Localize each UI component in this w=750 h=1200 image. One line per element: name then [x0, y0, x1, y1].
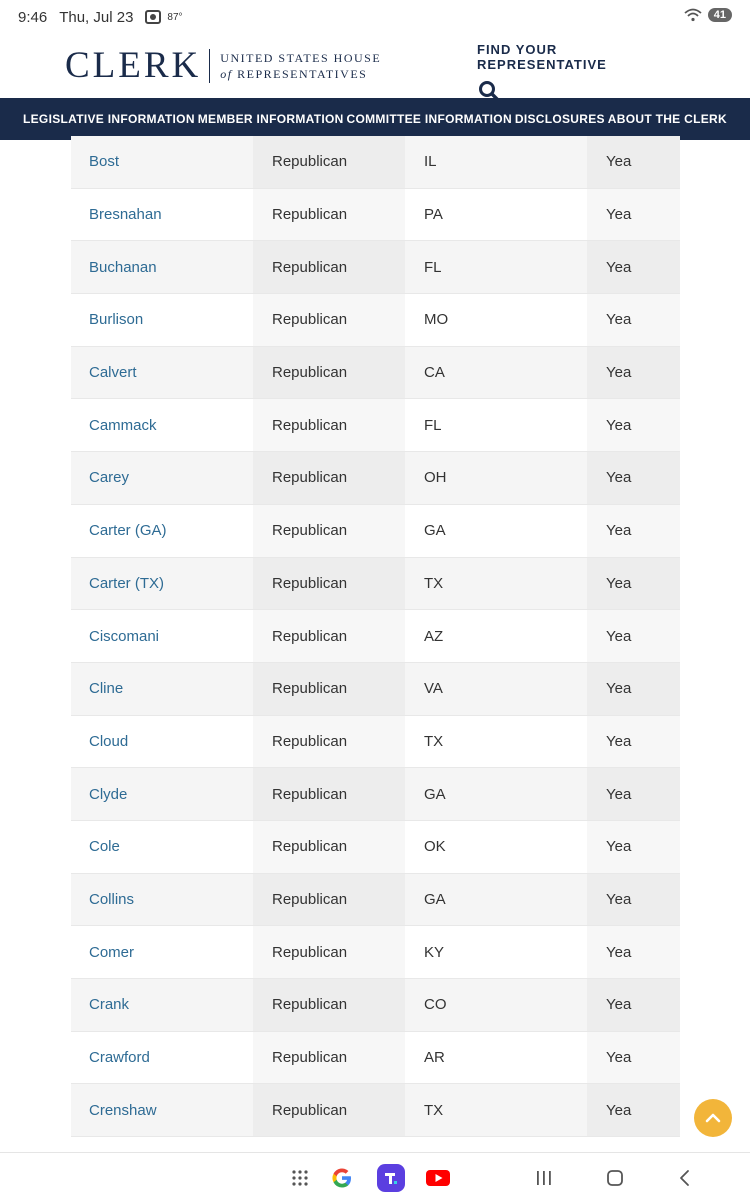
- table-row: [71, 821, 680, 874]
- state-cell: FL: [405, 241, 587, 293]
- state-cell: OH: [405, 452, 587, 504]
- vote-cell: Yea: [587, 1084, 680, 1136]
- party-cell: Republican: [253, 1084, 405, 1136]
- member-name-link[interactable]: Crenshaw: [71, 1084, 253, 1136]
- state-cell: AZ: [405, 610, 587, 662]
- state-cell: KY: [405, 926, 587, 978]
- member-name-link[interactable]: Bresnahan: [71, 189, 253, 241]
- member-name-link[interactable]: Calvert: [71, 347, 253, 399]
- vote-cell: Yea: [587, 874, 680, 926]
- table-row: [71, 136, 680, 189]
- party-cell: Republican: [253, 136, 405, 188]
- recents-icon[interactable]: [531, 1165, 557, 1191]
- battery-badge: 41: [708, 8, 732, 22]
- logo-reps: REPRESENTATIVES: [237, 66, 368, 81]
- member-name-link[interactable]: Ciscomani: [71, 610, 253, 662]
- party-cell: Republican: [253, 1032, 405, 1084]
- vote-cell: Yea: [587, 136, 680, 188]
- member-name-link[interactable]: Buchanan: [71, 241, 253, 293]
- logo-of: of: [220, 66, 233, 81]
- table-row: [71, 610, 680, 663]
- member-name-link[interactable]: Comer: [71, 926, 253, 978]
- member-name-link[interactable]: Carey: [71, 452, 253, 504]
- member-name-link[interactable]: Collins: [71, 874, 253, 926]
- table-row: [71, 399, 680, 452]
- nav-about-the-clerk[interactable]: ABOUT THE CLERK: [607, 112, 727, 126]
- state-cell: FL: [405, 399, 587, 451]
- vote-cell: Yea: [587, 505, 680, 557]
- party-cell: Republican: [253, 505, 405, 557]
- table-row: [71, 558, 680, 611]
- party-cell: Republican: [253, 241, 405, 293]
- truth-social-icon[interactable]: [377, 1164, 405, 1192]
- table-row: [71, 1084, 680, 1137]
- nav-disclosures[interactable]: DISCLOSURES: [514, 112, 605, 126]
- party-cell: Republican: [253, 452, 405, 504]
- android-nav-bar: [0, 1152, 750, 1200]
- apps-grid-icon[interactable]: [287, 1165, 313, 1191]
- party-cell: Republican: [253, 558, 405, 610]
- vote-cell: Yea: [587, 821, 680, 873]
- vote-cell: Yea: [587, 768, 680, 820]
- state-cell: VA: [405, 663, 587, 715]
- table-row: [71, 347, 680, 400]
- state-cell: GA: [405, 768, 587, 820]
- status-temp: 87°: [167, 11, 183, 23]
- table-row: [71, 926, 680, 979]
- find-representative: [477, 42, 680, 104]
- site-header: [0, 34, 750, 98]
- chevron-up-icon: [702, 1107, 724, 1129]
- vote-cell: Yea: [587, 610, 680, 662]
- party-cell: Republican: [253, 399, 405, 451]
- vote-cell: Yea: [587, 663, 680, 715]
- table-row: [71, 768, 680, 821]
- vote-cell: Yea: [587, 926, 680, 978]
- vote-cell: Yea: [587, 399, 680, 451]
- state-cell: AR: [405, 1032, 587, 1084]
- table-row: [71, 1032, 680, 1085]
- status-bar: [0, 0, 750, 34]
- screen-record-icon: [145, 10, 161, 24]
- state-cell: GA: [405, 505, 587, 557]
- vote-cell: Yea: [587, 241, 680, 293]
- find-rep-label: FIND YOUR REPRESENTATIVE: [477, 42, 607, 72]
- member-name-link[interactable]: Carter (TX): [71, 558, 253, 610]
- vote-cell: Yea: [587, 1032, 680, 1084]
- state-cell: CA: [405, 347, 587, 399]
- table-row: [71, 241, 680, 294]
- vote-cell: Yea: [587, 294, 680, 346]
- state-cell: TX: [405, 558, 587, 610]
- table-row: [71, 874, 680, 927]
- vote-table: [71, 136, 680, 1137]
- state-cell: IL: [405, 136, 587, 188]
- member-name-link[interactable]: Crawford: [71, 1032, 253, 1084]
- party-cell: Republican: [253, 189, 405, 241]
- party-cell: Republican: [253, 610, 405, 662]
- vote-cell: Yea: [587, 979, 680, 1031]
- logo-divider: [209, 49, 210, 83]
- vote-cell: Yea: [587, 716, 680, 768]
- member-name-link[interactable]: Clyde: [71, 768, 253, 820]
- party-cell: Republican: [253, 821, 405, 873]
- table-row: [71, 663, 680, 716]
- wifi-icon: [684, 8, 702, 22]
- main-nav: [0, 98, 750, 140]
- table-row: [71, 505, 680, 558]
- state-cell: GA: [405, 874, 587, 926]
- member-name-link[interactable]: Cammack: [71, 399, 253, 451]
- party-cell: Republican: [253, 768, 405, 820]
- party-cell: Republican: [253, 716, 405, 768]
- nav-legislative-information[interactable]: LEGISLATIVE INFORMATION: [23, 112, 195, 126]
- state-cell: TX: [405, 1084, 587, 1136]
- state-cell: CO: [405, 979, 587, 1031]
- member-name-link[interactable]: Carter (GA): [71, 505, 253, 557]
- party-cell: Republican: [253, 979, 405, 1031]
- nav-member-information[interactable]: MEMBER INFORMATION: [197, 112, 344, 126]
- party-cell: Republican: [253, 874, 405, 926]
- logo-text: [220, 50, 381, 82]
- table-row: [71, 716, 680, 769]
- member-name-link[interactable]: Cole: [71, 821, 253, 873]
- vote-cell: Yea: [587, 189, 680, 241]
- member-name-link[interactable]: Bost: [71, 136, 253, 188]
- table-row: [71, 979, 680, 1032]
- state-cell: MO: [405, 294, 587, 346]
- nav-committee-information[interactable]: COMMITTEE INFORMATION: [346, 112, 512, 126]
- logo-line-2: [220, 66, 381, 82]
- party-cell: Republican: [253, 926, 405, 978]
- party-cell: Republican: [253, 663, 405, 715]
- member-name-link[interactable]: Cline: [71, 663, 253, 715]
- clerk-logo[interactable]: [65, 44, 381, 87]
- table-row: [71, 294, 680, 347]
- vote-cell: Yea: [587, 452, 680, 504]
- status-time: 9:46: [18, 8, 48, 26]
- vote-cell: Yea: [587, 347, 680, 399]
- back-to-top-button[interactable]: [694, 1099, 732, 1137]
- member-name-link[interactable]: Cloud: [71, 716, 253, 768]
- state-cell: TX: [405, 716, 587, 768]
- back-icon[interactable]: [672, 1165, 698, 1191]
- google-icon[interactable]: [329, 1165, 355, 1191]
- logo-line-1: UNITED STATES HOUSE: [220, 50, 382, 65]
- vote-cell: Yea: [587, 558, 680, 610]
- state-cell: OK: [405, 821, 587, 873]
- youtube-icon[interactable]: [425, 1165, 451, 1191]
- logo-word: CLERK: [65, 45, 202, 86]
- status-date: Thu, Jul 23: [59, 8, 134, 26]
- table-row: [71, 452, 680, 505]
- state-cell: PA: [405, 189, 587, 241]
- party-cell: Republican: [253, 347, 405, 399]
- member-name-link[interactable]: Burlison: [71, 294, 253, 346]
- party-cell: Republican: [253, 294, 405, 346]
- table-row: [71, 189, 680, 242]
- member-name-link[interactable]: Crank: [71, 979, 253, 1031]
- home-icon[interactable]: [602, 1165, 628, 1191]
